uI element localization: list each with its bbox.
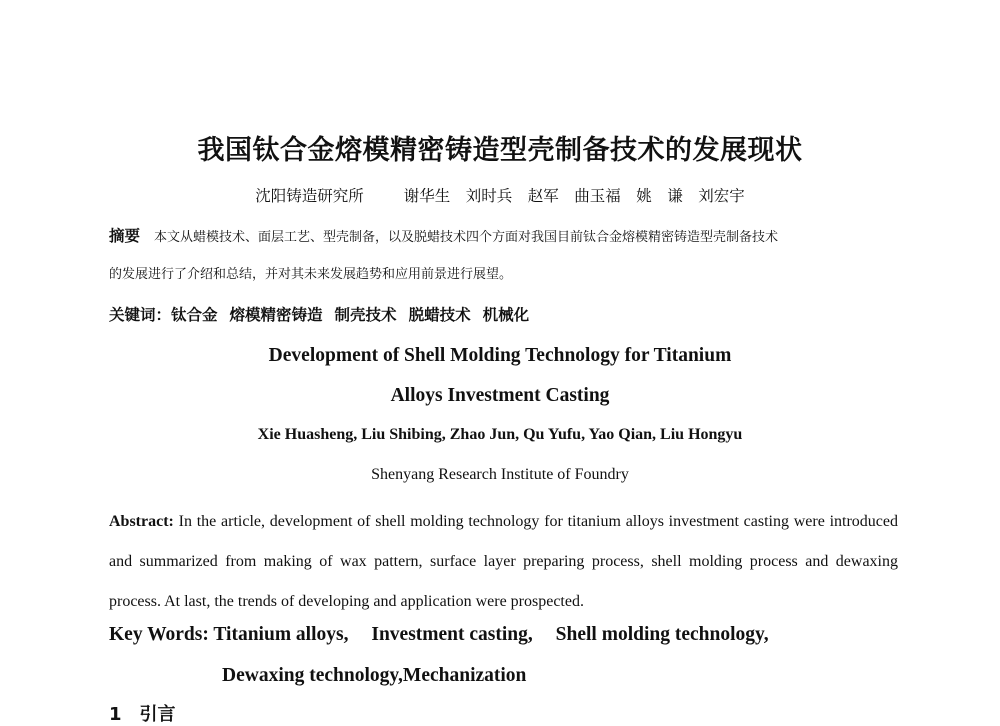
- abstract-en: [109, 502, 898, 622]
- paper-title-en-line-2: Alloys Investment Casting: [390, 385, 610, 406]
- keyword-cn: 钛合金: [171, 306, 218, 324]
- author-names-cn: 谢华生 刘时兵 赵军 曲玉福 姚 谦 刘宏宇: [403, 187, 745, 205]
- keyword-en: Investment casting,: [371, 624, 533, 645]
- affiliation-en: Shenyang Research Institute of Foundry: [371, 466, 629, 483]
- abstract-cn-text-2: 的发展进行了介绍和总结，并对其未来发展趋势和应用前景进行展望。: [109, 267, 513, 282]
- section-heading: [109, 700, 176, 726]
- paper-title-cn: 我国钛合金熔模精密铸造型壳制备技术的发展现状: [197, 135, 803, 166]
- authors-line-cn: [0, 184, 1000, 206]
- section-title: 引言: [139, 704, 176, 725]
- abstract-en-text: In the article, development of shell molding technology for titanium alloys investment casting were introduced and summarized from making of wax pattern, surface layer preparing process, shell molding process and dewaxing process. At last, the trends of developing and application were prospected.: [109, 513, 899, 610]
- keywords-en-line-2: Dewaxing technology,Mechanization: [222, 665, 527, 686]
- authors-en: Xie Huasheng, Liu Shibing, Zhao Jun, Qu Yufu, Yao Qian, Liu Hongyu: [257, 426, 743, 443]
- section-number: 1: [109, 704, 122, 725]
- keyword-cn: 熔模精密铸造: [229, 306, 323, 324]
- abstract-cn-text-1: 本文从蜡模技术、面层工艺、型壳制备，以及脱蜡技术四个方面对我国目前钛合金熔模精密铸造型壳制备技术: [154, 230, 779, 245]
- keywords-cn: [109, 303, 541, 325]
- abstract-cn-line-2: [109, 255, 899, 295]
- abstract-cn-line-1: [109, 216, 899, 258]
- keyword-cn: 制壳技术: [334, 306, 397, 324]
- keyword-cn: 机械化: [482, 306, 530, 324]
- keyword-en: Titanium alloys,: [213, 624, 349, 645]
- abstract-en-label: Abstract:: [109, 513, 174, 530]
- affiliation-cn: 沈阳铸造研究所: [255, 187, 364, 205]
- keywords-cn-label: 关键词：: [109, 306, 172, 324]
- keywords-en-label: Key Words:: [109, 624, 209, 645]
- keyword-cn: 脱蜡技术: [408, 306, 471, 324]
- keywords-en-line-1: [109, 624, 769, 646]
- abstract-cn-label: 摘要: [109, 227, 141, 245]
- keyword-en: Shell molding technology,: [555, 624, 769, 645]
- paper-title-en-line-1: Development of Shell Molding Technology for Titanium: [268, 345, 732, 366]
